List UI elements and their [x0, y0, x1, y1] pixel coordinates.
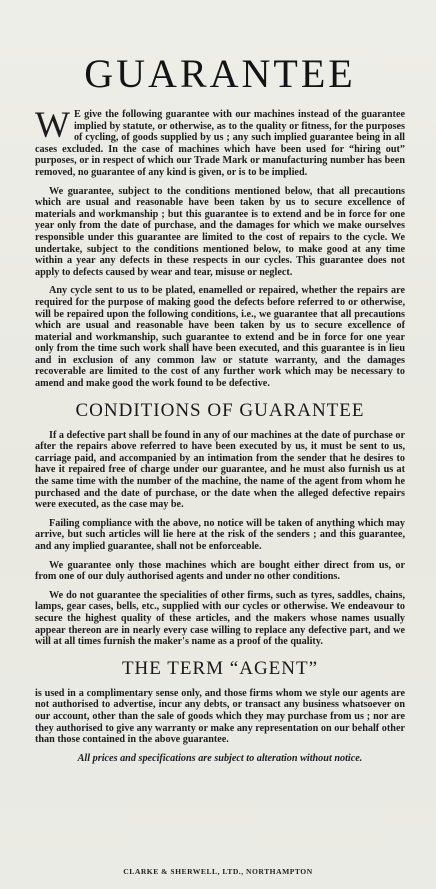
condition-paragraph-1: If a defective part shall be found in any of our machines at the date of purchase or after the repairs above referred to have been executed by us, it must be sent to us, carriage paid, and accompanied by an intimation from the sender that he desires to have it repaired free of charge under our guarantee, and he must also furnish us at the same time with the number of the machine, the name of the agent from whom he purchased and the date of purchase, or the date when the alleged defective repairs were executed, as the case may be. — [35, 429, 405, 511]
guarantee-paragraph-1: We guarantee, subject to the conditions mentioned below, that all precautions which are usual and reasonable have been taken by us to secure excellence of materials and workmanship ; but this guarantee is to extend and be in force for one year only from the date of purchase, and the damages for which we make ourselves responsible under this guarantee are limited to the cost of repairs to the cycle. We undertake, subject to the conditions mentioned below, to make good at any time within a year any defects in these respects in our cycles. This guarantee does not apply to defects caused by wear and tear, misuse or neglect. — [35, 185, 405, 278]
term-agent-paragraph: is used in a complimentary sense only, and those firms whom we style our agents are not authorised to advertise, incur any debts, or transact any business whatsoever on our account, other than the sale of goods which they may purchase from us ; nor are they authorised to give any warranty or make any representation on our behalf other than those contained in the above guarantee. — [35, 687, 405, 746]
publisher-footer: CLARKE & SHERWELL, LTD., NORTHAMPTON — [123, 867, 313, 876]
condition-paragraph-2: Failing compliance with the above, no notice will be taken of anything which may arrive, but such articles will lie here at the risk of the senders ; and this guarantee, and any implied guarantee, shall not be enforceable. — [35, 517, 405, 552]
condition-paragraph-3: We guarantee only those machines which are bought either direct from us, or from one of our duly authorised agents and under no other conditions. — [35, 559, 405, 583]
drop-cap: W — [35, 105, 70, 146]
conditions-heading: CONDITIONS OF GUARANTEE — [75, 399, 365, 421]
term-agent-heading: THE TERM “AGENT” — [121, 657, 319, 679]
intro-paragraph — [35, 105, 405, 179]
condition-paragraph-4: We do not guarantee the specialities of other firms, such as tyres, saddles, chains, lamps, gear cases, bells, etc., supplied with our cycles or otherwise. We endeavour to secure the highest quality of these articles, and the makers whose names usually appear thereon are in nearly every case willing to replace any defective part, and we will at all times furnish the maker's name as a proof of the quality. — [35, 589, 405, 648]
intro-text: E give the following guarantee with our machines instead of the guarantee implied by statute, or otherwise, as to the quality or fitness, for the purposes of cycling, of goods supplied by us ; any such implied guarantee being in all cases excluded. In the case of machines which have been used for “hiring out” purposes, or in respect of which our Trade Mark or manufacturing number has been removed, no guarantee of any kind is given, or is to be implied. — [35, 109, 405, 178]
page-title: GUARANTEE — [84, 51, 356, 96]
guarantee-paragraph-2: Any cycle sent to us to be plated, enamelled or repaired, whether the repairs are required for the purpose of making good the defects before referred to or otherwise, will be repaired upon the following conditions, i.e., we guarantee that all precautions which are usual and reasonable have been taken by us to secure excellence of material and workmanship, such guarantee to extend and be in force for one year only from the time such work shall have been executed, and this guarantee is in lieu and in exclusion of any common law or statute warranty, and the damages recoverable are limited to the cost of any further work which may be necessary to amend and make good the work found to be defective. — [35, 285, 405, 390]
price-notice: All prices and specifications are subject to alteration without notice. — [77, 752, 363, 764]
